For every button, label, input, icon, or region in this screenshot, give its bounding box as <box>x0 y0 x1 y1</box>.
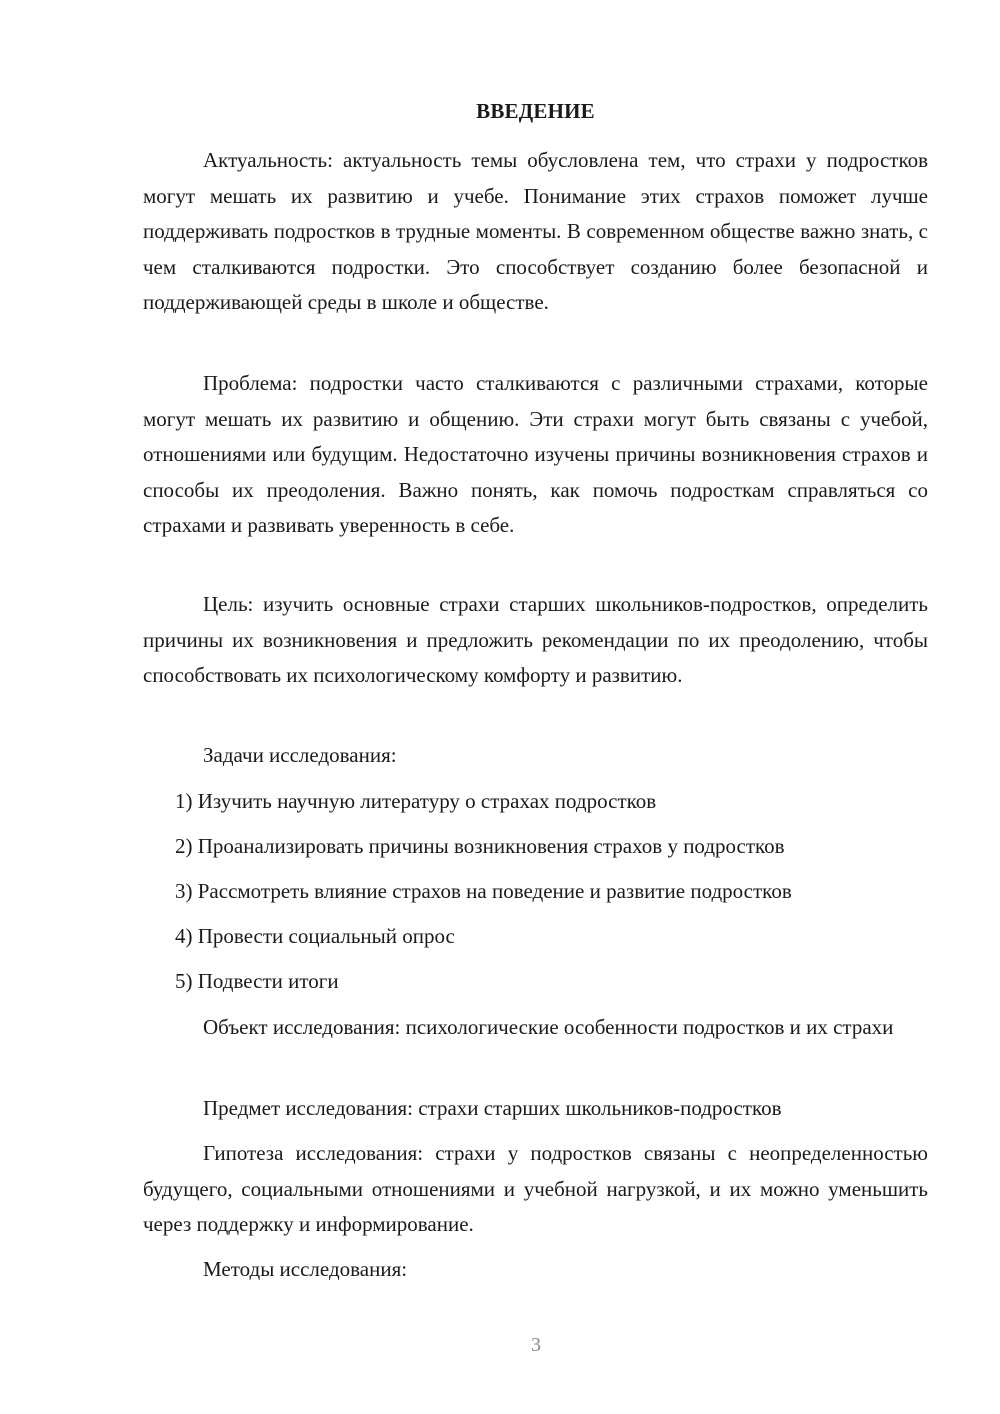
paragraph-hypothesis: Гипотеза исследования: страхи у подростков связаны с неопределенностью будущего, социальными отношениями и учебной нагрузкой, и их можно уменьшить через поддержку и информирование. <box>143 1141 928 1236</box>
paragraph-goal: Цель: изучить основные страхи старших школьников-подростков, определить причины их возникновения и предложить рекомендации по их преодолению, чтобы способствовать их психологическому комфорту и развитию. <box>143 592 928 687</box>
methods-heading: Методы исследования: <box>203 1257 408 1281</box>
tasks-heading: Задачи исследования: <box>203 743 397 767</box>
paragraph-relevance: Актуальность: актуальность темы обусловлена тем, что страхи у подростков могут мешать их развитию и учебе. Понимание этих страхов поможет лучше поддерживать подростков в трудные моменты. В современном обществе важно знать, с чем сталкиваются подростки. Это способствует созданию более безопасной и поддерживающей среды в школе и обществе. <box>143 148 928 314</box>
paragraph-object: Объект исследования: психологические особенности подростков и их страхи <box>203 1015 894 1039</box>
task-item: 3) Рассмотреть влияние страхов на поведение и развитие подростков <box>175 879 792 903</box>
section-title: ВВЕДЕНИЕ <box>476 99 595 123</box>
page-number: 3 <box>531 1334 541 1356</box>
task-item: 1) Изучить научную литературу о страхах подростков <box>175 789 657 813</box>
paragraph-problem: Проблема: подростки часто сталкиваются с различными страхами, которые могут мешать их развитию и общению. Эти страхи могут быть связаны с учебой, отношениями или будущим. Недостаточно изучены причины возникновения страхов и способы их преодоления. Важно понять, как помочь подросткам справляться со страхами и развивать уверенность в себе. <box>143 371 928 537</box>
paragraph-subject: Предмет исследования: страхи старших школьников-подростков <box>203 1096 782 1120</box>
task-item: 4) Провести социальный опрос <box>175 924 455 948</box>
task-item: 2) Проанализировать причины возникновения страхов у подростков <box>175 834 785 858</box>
task-item: 5) Подвести итоги <box>175 969 339 993</box>
